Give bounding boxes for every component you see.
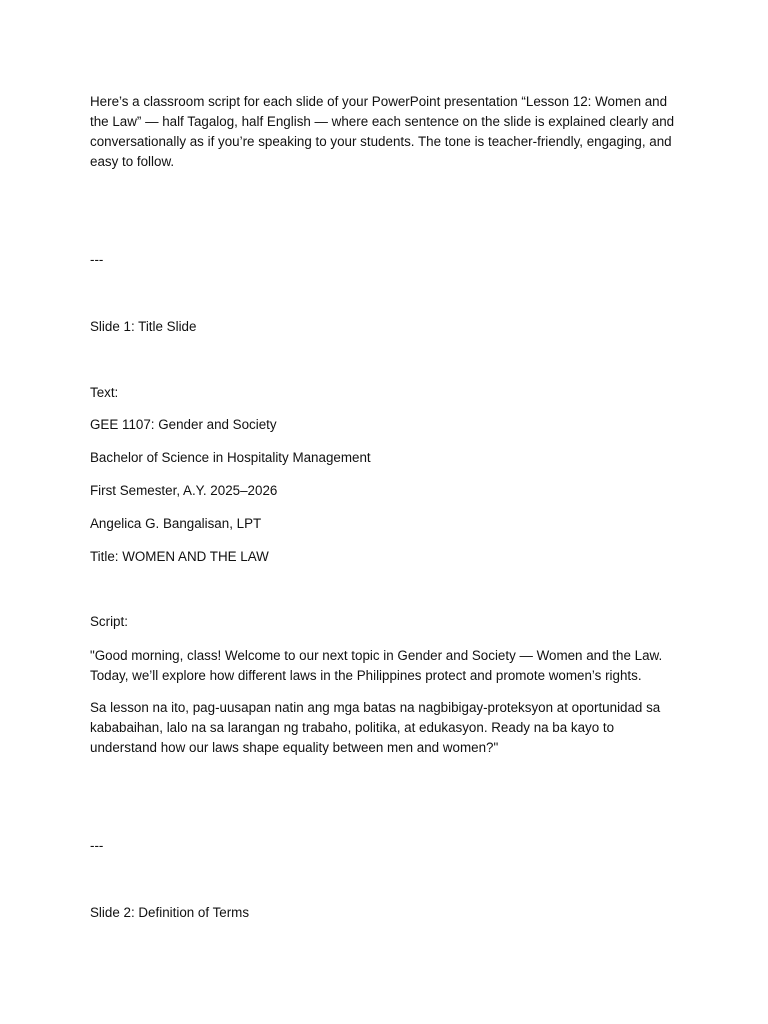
title-line: Title: WOMEN AND THE LAW — [90, 549, 269, 564]
semester-line: First Semester, A.Y. 2025–2026 — [90, 483, 278, 498]
script-paragraph: "Good morning, class! Welcome to our next topic in Gender and Society — Women and the Law. Today, we’ll explore how different laws in the Philippines protect and promote women’s rights. — [90, 648, 663, 683]
separator: --- — [90, 252, 104, 267]
instructor-line: Angelica G. Bangalisan, LPT — [90, 516, 262, 531]
program-line: Bachelor of Science in Hospitality Management — [90, 450, 371, 465]
script-paragraph: Sa lesson na ito, pag-uusapan natin ang mga batas na nagbibigay-proteksyon at oportunidad sa kababaihan, lalo na sa larangan ng trabaho, politika, at edukasyon. Ready na ba kayo to understand how our laws shape equality between men and women?" — [90, 700, 661, 755]
script-label: Script: — [90, 614, 128, 629]
slide-2-heading: Slide 2: Definition of Terms — [90, 905, 250, 920]
course-line: GEE 1107: Gender and Society — [90, 417, 277, 432]
text-label: Text: — [90, 385, 119, 400]
intro-paragraph: Here’s a classroom script for each slide of your PowerPoint presentation “Lesson 12: Women and the Law” — half Tagalog, half English — where each sentence on the slide is explained clearly and conversationally as if you’re speaking to your students. The tone is teacher-friendly, engaging, and easy to follow. — [90, 94, 675, 169]
slide-1-heading: Slide 1: Title Slide — [90, 319, 197, 334]
separator: --- — [90, 838, 104, 853]
